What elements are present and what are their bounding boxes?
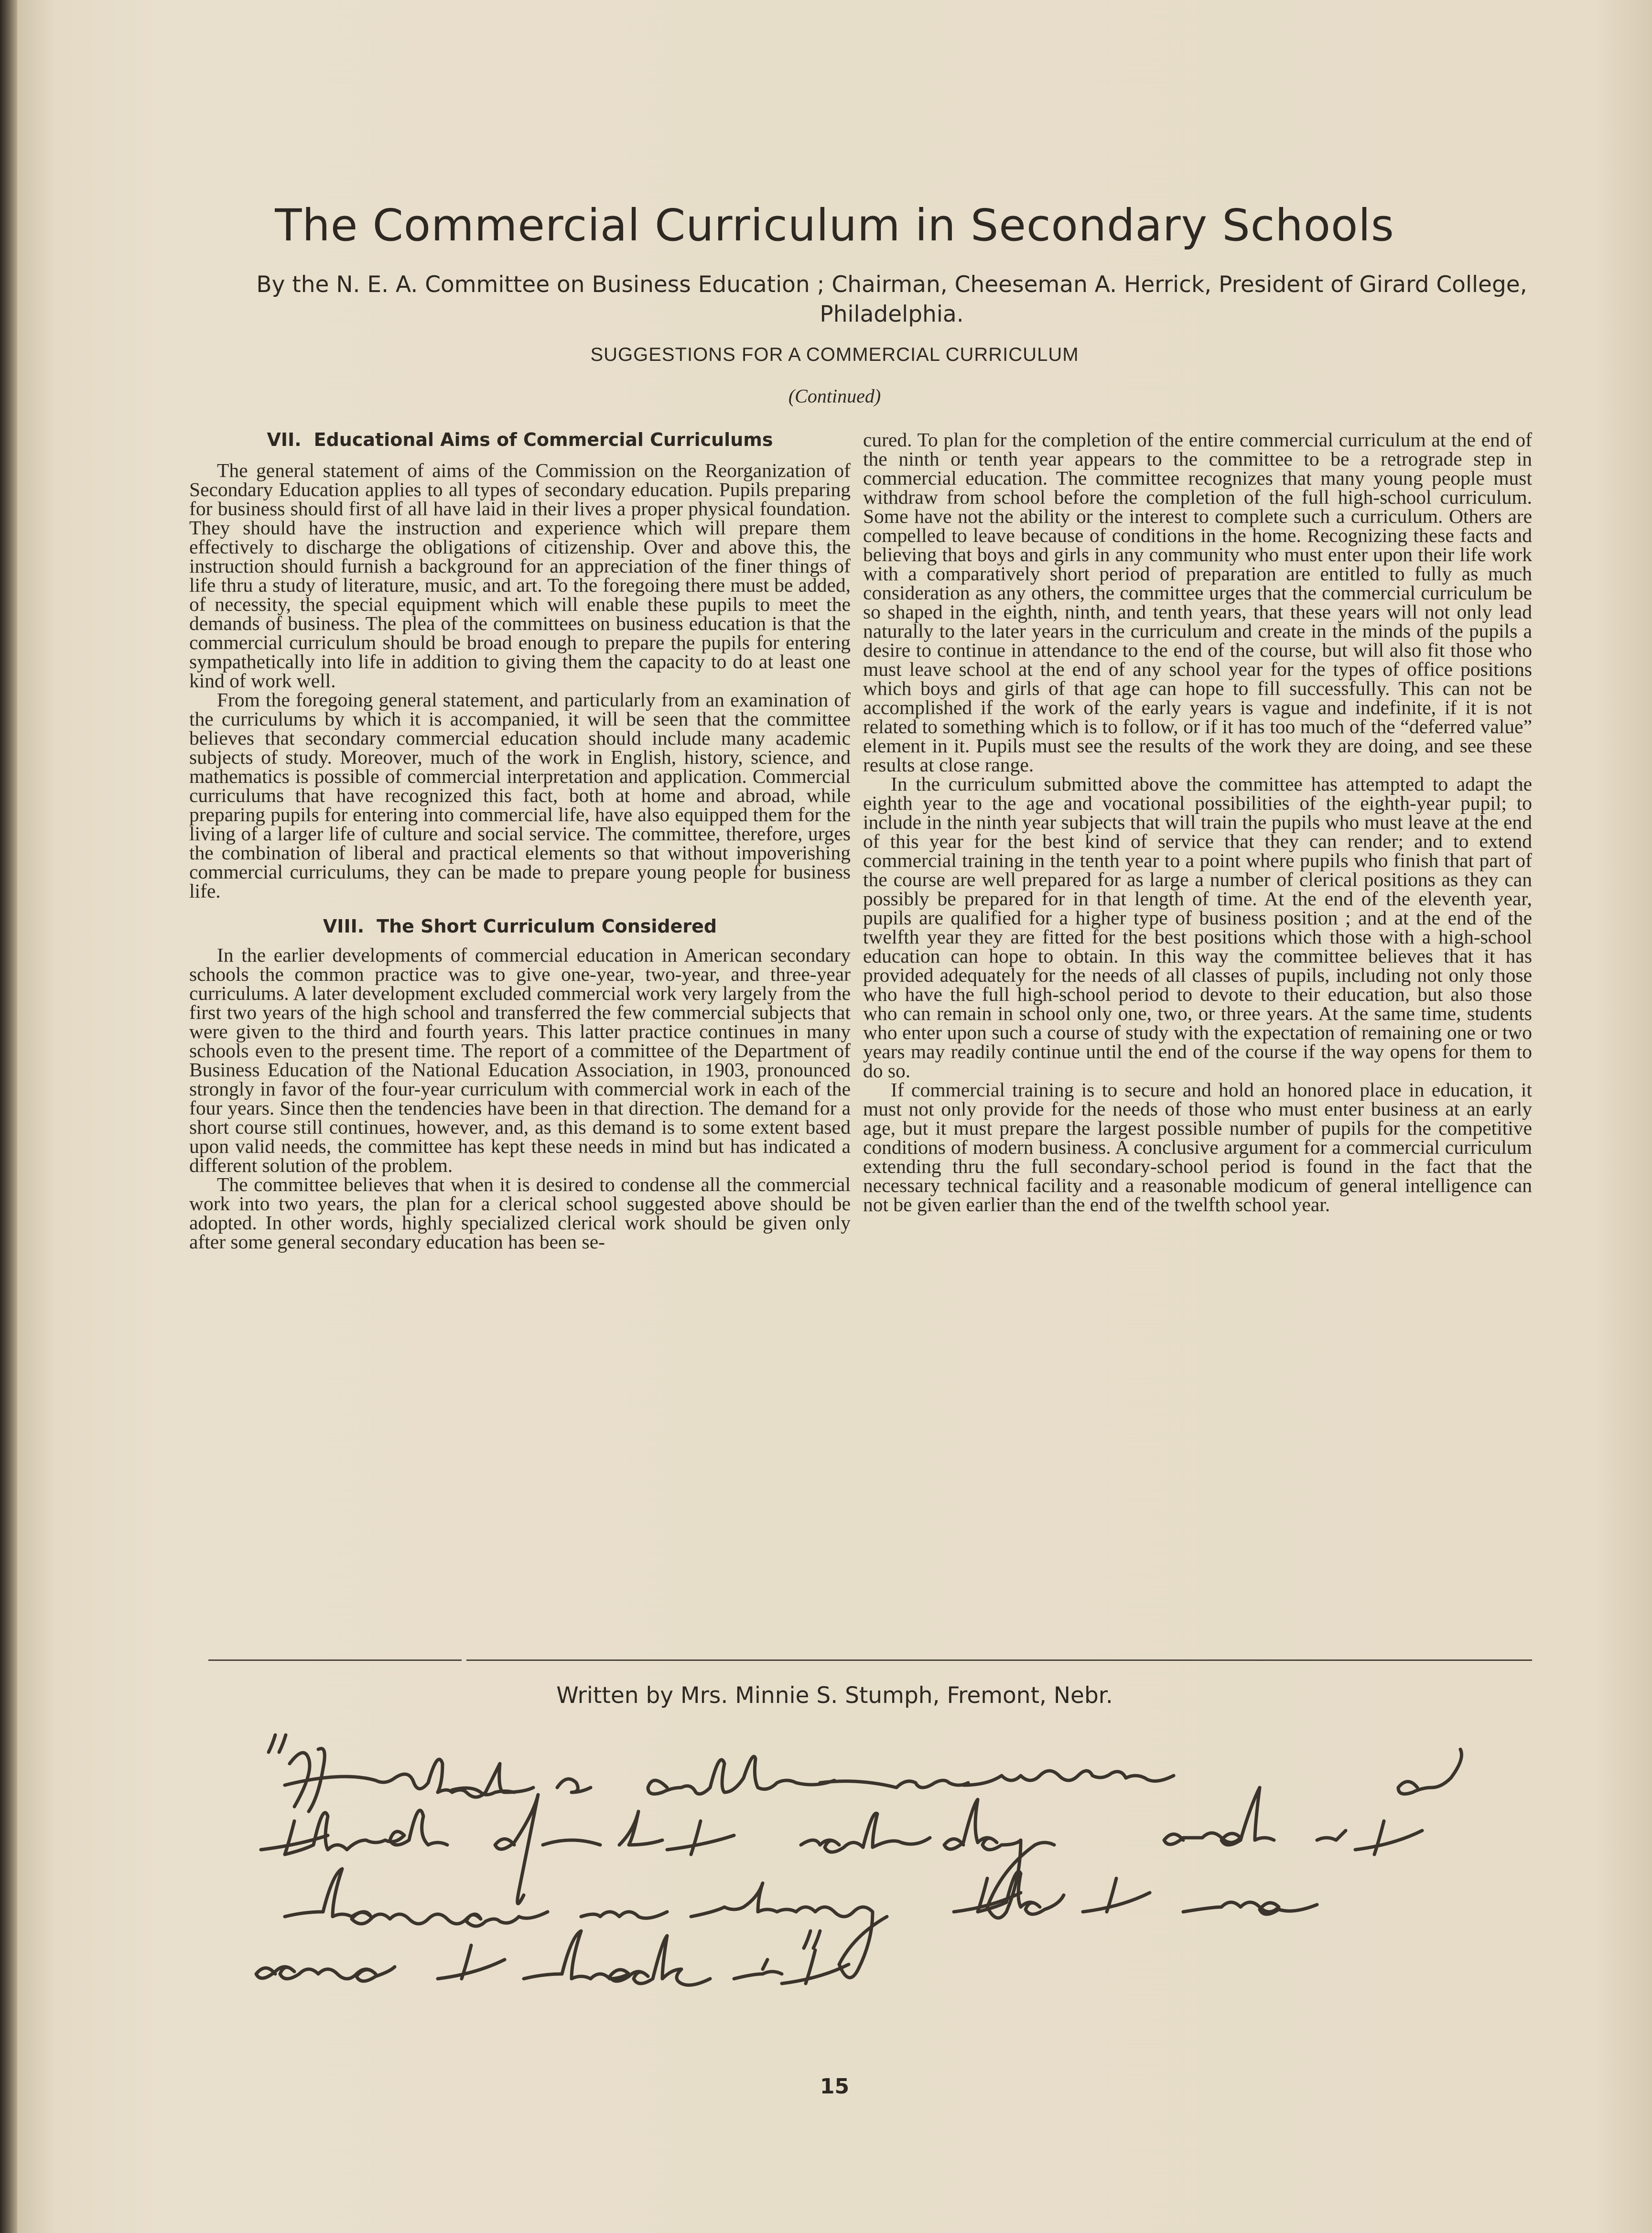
section-viii-paragraph-1: In the earlier developments of commercial education in American secondary schools the common practice was to give one-year, two-year, and three-year curriculums. A later development excluded commercial work very largely from the first two years of the high school and transferred the few commercial subjects that were given to the third and fourth years. This latter practice continues in many schools even to the present time. The report of a committee of the Department of Business Education of the National Education Association, in 1903, pronounced strongly in favor of the four-year curriculum with commercial work in each of the four years. Since then the tendencies have been in that direction. The demand for a short course still continues, however, and, as this demand is to some extent based upon valid needs, the committee has kept these needs in mind but has indicated a different solution of the problem.	[189, 944, 851, 1176]
article-title: The Commercial Curriculum in Secondary Schools	[275, 200, 1394, 251]
right-column	[863, 430, 1532, 1214]
section-viii-number: VIII.	[323, 916, 365, 937]
section-vii-heading	[189, 430, 851, 449]
section-vii-paragraph-1: The general statement of aims of the Commission on the Reorganization of Secondary Education applies to all types of secondary education. Pupils preparing for business should first of all have laid in their lives a proper physical foundation. They should have the instruction and experience which will prepare them effectively to discharge the obligations of citizenship. Over and above this, the instruction should furnish a background for an appreciation of the finer things of life thru a study of literature, music, and art. To the foregoing there must be added, of necessity, the special equipment which will enable these pupils to meet the demands of business. The plea of the committees on business education is that the commercial curriculum should be broad enough to prepare the pupils for entering sympathetically into life in addition to giving them the capacity to do at least one kind of work well.	[189, 459, 851, 692]
section-vii-number: VII.	[267, 429, 302, 450]
specimen-credit: Written by Mrs. Minnie S. Stumph, Fremont, Nebr.	[556, 1682, 1113, 1709]
divider-rule-right	[466, 1659, 1532, 1661]
handwriting-quote-text	[247, 1730, 1546, 2031]
section-viii-paragraph-3: cured. To plan for the completion of the entire commercial curriculum at the end of the ninth or tenth year appears to the committee to be a retrograde step in commercial education. The committee recognizes that many young people must withdraw from school before the completion of the full high-school curriculum. Some have not the ability or the interest to complete such a curriculum. Others are compelled to leave because of conditions in the home. Recognizing these facts and believing that boys and girls in any community who must enter upon their life work with a comparatively short period of preparation are entitled to fully as much consideration as any others, the committee urges that the commercial curriculum be so shaped in the eighth, ninth, and tenth years, that these years will not only lead naturally to the later years in the curriculum and create in the minds of the pupils a desire to continue in attendance to the end of the course, but will also fit those who must leave school at the end of any school year for the types of office positions which boys and girls of that age can hope to fill successfully. This can not be accomplished if the work of the early years is vague and indefinite, if it is not related to something which is to follow, or if it has too much of the “deferred value” element in it. Pupils must see the results of the work they are doing, and see these results at close range.	[863, 429, 1532, 776]
section-viii-paragraph-2: The committee believes that when it is desired to condense all the commercial work into two years, the plan for a clerical school suggested above should be adopted. In other words, highly specialized clerical work should be given only after some general secondary education has been se-	[189, 1173, 851, 1253]
section-vii-title: Educational Aims of Commercial Curriculums	[313, 429, 773, 450]
section-viii-paragraph-5: If commercial training is to secure and hold an honored place in education, it must not only provide for the needs of those who must enter business at an early age, but it must prepare the largest possible number of pupils for the competitive conditions of modern business. A conclusive argument for a commercial curriculum extending thru the full secondary-school period is found in the fact that the necessary technical facility and a reasonable modicum of general intelligence can not be given earlier than the end of the twelfth school year.	[863, 1079, 1532, 1215]
book-binding	[0, 0, 17, 2233]
left-column	[189, 430, 851, 1251]
article-byline: By the N. E. A. Committee on Business Education ; Chairman, Cheeseman A. Herrick, President of Girard College, Philadelphia.	[256, 271, 1527, 327]
magazine-page	[17, 0, 1652, 2233]
page-number: 15	[820, 2074, 850, 2099]
section-vii-paragraph-2: From the foregoing general statement, and particularly from an examination of the curriculums by which it is accompanied, it will be seen that the committee believes that secondary commercial education should include many academic subjects of study. Moreover, much of the work in English, history, science, and mathematics is possible of commercial interpretation and application. Commercial curriculums that have recognized this fact, both at home and abroad, while preparing pupils for entering into commercial life, have also equipped them for the living of a larger life of culture and social service. The committee, therefore, urges the combination of liberal and practical elements so that without impoverishing commercial curriculums, they can be made to prepare young people for business life.	[189, 689, 851, 902]
article-subhead: SUGGESTIONS FOR A COMMERCIAL CURRICULUM	[590, 344, 1079, 365]
section-viii-heading	[189, 917, 851, 936]
continued-note: (Continued)	[788, 385, 881, 407]
section-viii-title: The Short Curriculum Considered	[377, 916, 717, 937]
handwriting-specimen	[247, 1730, 1546, 2031]
divider-rule-left	[208, 1659, 462, 1661]
section-viii-paragraph-4: In the curriculum submitted above the committee has attempted to adapt the eighth year to the age and vocational possibilities of the eighth-year pupil; to include in the ninth year subjects that will train the pupils who must leave at the end of this year for the best kind of service that they can render; and to extend commercial training in the tenth year to a point where pupils who finish that part of the course are well prepared for as large a number of clerical positions as they can possibly be prepared for in that length of time. At the end of the eleventh year, pupils are qualified for a higher type of business position ; and at the end of the twelfth year they are fitted for the best positions which those with a high-school education can hope to obtain. In this way the committee believes that it has provided adequately for the needs of all classes of pupils, including not only those who have the full high-school period to devote to their education, but also those who can remain in school only one, two, or three years. At the same time, students who enter upon such a course of study with the expectation of remaining one or two years may readily continue until the end of the course if the way opens for them to do so.	[863, 773, 1532, 1082]
